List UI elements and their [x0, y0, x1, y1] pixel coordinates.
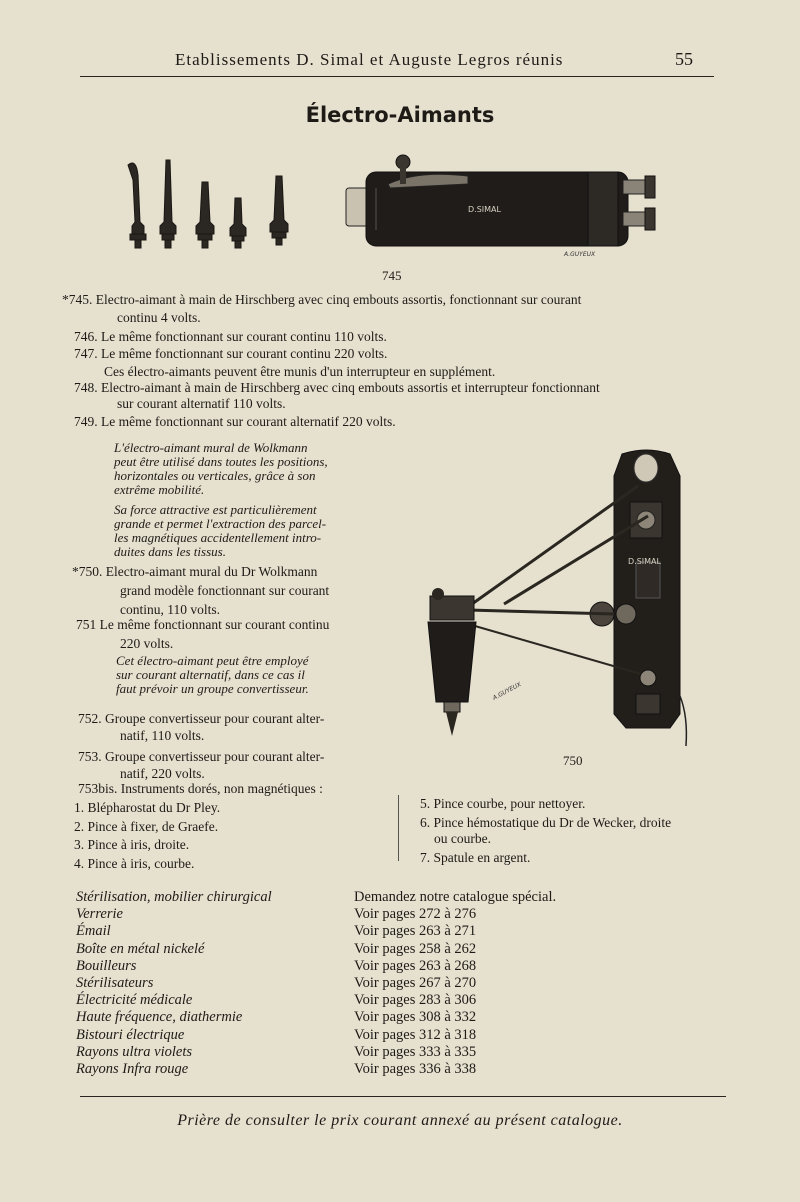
instruments-heading: 753bis. Instruments dorés, non magnétiques : — [78, 781, 323, 796]
reference-row: Émail Voir pages 263 à 271 — [76, 923, 477, 940]
entry-749: 749. Le même fonctionnant sur courant alternatif 220 volts. — [74, 414, 396, 429]
entry-interrupteur-note: Ces électro-aimants peuvent être munis d'un interrupteur en supplément. — [104, 364, 496, 379]
instrument-item: 2. Pince à fixer, de Graefe. — [74, 818, 219, 834]
entry-745: *745. Electro-aimant à main de Hirschberg avec cinq embouts assortis, fonctionnant sur courant — [62, 292, 582, 307]
wolkmann-note: L'électro-aimant mural de Wolkmann peut être utilisé dans toutes les positions, horizontales ou verticales, grâce à son extrême mobilité. Sa force attractive est particulièrement grande et permet l'extraction des parcel- les magnétiques accidentellement intro- duites dans les tissus. — [114, 440, 328, 559]
instrument-item: 1. Blépharostat du Dr Pley. — [74, 800, 221, 815]
header-rule — [80, 76, 714, 77]
entry-752: 752. Groupe convertisseur pour courant alter- natif, 110 volts. — [78, 711, 325, 743]
instruments-left-list — [74, 799, 220, 873]
instrument-item: 7. Spatule en argent. — [420, 850, 531, 865]
reference-row: Bouilleurs Voir pages 263 à 268 — [76, 957, 477, 974]
reference-row: Électricité médicale Voir pages 283 à 306 — [76, 992, 477, 1009]
reference-row: Rayons Infra rouge Voir pages 336 à 338 — [76, 1060, 477, 1077]
instrument-item: 5. Pince courbe, pour nettoyer. — [420, 796, 586, 811]
figure-750-engraver-mark: A.GUYEUX — [491, 680, 523, 702]
reference-row: Rayons ultra violets Voir pages 333 à 335 — [76, 1043, 477, 1060]
figure-745-illustration — [118, 150, 678, 265]
entry-748: 748. Electro-aimant à main de Hirschberg avec cinq embouts assortis et interrupteur fonctionnant — [74, 380, 600, 395]
entry-748-cont: sur courant alternatif 110 volts. — [117, 396, 286, 411]
reference-row: Verrerie Voir pages 272 à 276 — [76, 906, 477, 923]
footer-rule — [80, 1096, 726, 1097]
reference-row: Boîte en métal nickelé Voir pages 258 à 262 — [76, 940, 477, 957]
entry-745-cont: continu 4 volts. — [117, 310, 201, 325]
reference-row: Stérilisation, mobilier chirurgical Demandez notre catalogue spécial. — [76, 889, 557, 905]
section-title: Électro-Aimants — [305, 103, 495, 127]
entry-750: *750. Electro-aimant mural du Dr Wolkmann grand modèle fonctionnant sur courant continu, 110 volts. — [72, 564, 330, 617]
reference-table — [76, 889, 636, 1078]
entry-746: 746. Le même fonctionnant sur courant continu 110 volts. — [74, 329, 387, 344]
instrument-item: 4. Pince à iris, courbe. — [74, 855, 195, 871]
instrument-item: 6. Pince hémostatique du Dr de Wecker, droite — [420, 815, 672, 830]
running-header: Etablissements D. Simal et Auguste Legros réunis — [175, 50, 564, 69]
wall-magnet-icon — [428, 450, 686, 746]
footer-note: Prière de consulter le prix courant annexé au présent catalogue. — [177, 1112, 623, 1129]
magnet-tips-icon — [128, 160, 288, 248]
entry-751: 751 Le même fonctionnant sur courant continu 220 volts. — [76, 617, 330, 651]
handheld-magnet-icon — [346, 155, 655, 246]
alternating-current-note: Cet électro-aimant peut être employé sur courant alternatif, dans ce cas il faut prévoir un groupe convertisseur. — [116, 653, 309, 696]
instruments-right-list: 5. Pince courbe, pour nettoyer. 6. Pince hémostatique du Dr de Wecker, droite ou courbe. 7. Spatule en argent. — [420, 796, 672, 865]
figure-750-illustration — [408, 446, 690, 752]
entry-747: 747. Le même fonctionnant sur courant continu 220 volts. — [74, 346, 388, 361]
column-separator — [398, 795, 399, 861]
reference-row: Stérilisateurs Voir pages 267 à 270 — [76, 974, 477, 991]
reference-row: Haute fréquence, diathermie Voir pages 308 à 332 — [76, 1009, 477, 1026]
reference-row: Bistouri électrique Voir pages 312 à 318 — [76, 1026, 477, 1043]
figure-750-nameplate: D.SIMAL — [628, 557, 661, 566]
page-number: 55 — [675, 49, 693, 69]
figure-745-engraver-mark: A.GUYEUX — [564, 251, 596, 258]
figure-745-nameplate: D.SIMAL — [468, 205, 501, 214]
entry-753: 753. Groupe convertisseur pour courant alter- natif, 220 volts. — [78, 749, 325, 781]
figure-750-label: 750 — [563, 753, 583, 768]
figure-745-label: 745 — [382, 268, 402, 283]
instrument-item: 3. Pince à iris, droite. — [74, 837, 190, 852]
